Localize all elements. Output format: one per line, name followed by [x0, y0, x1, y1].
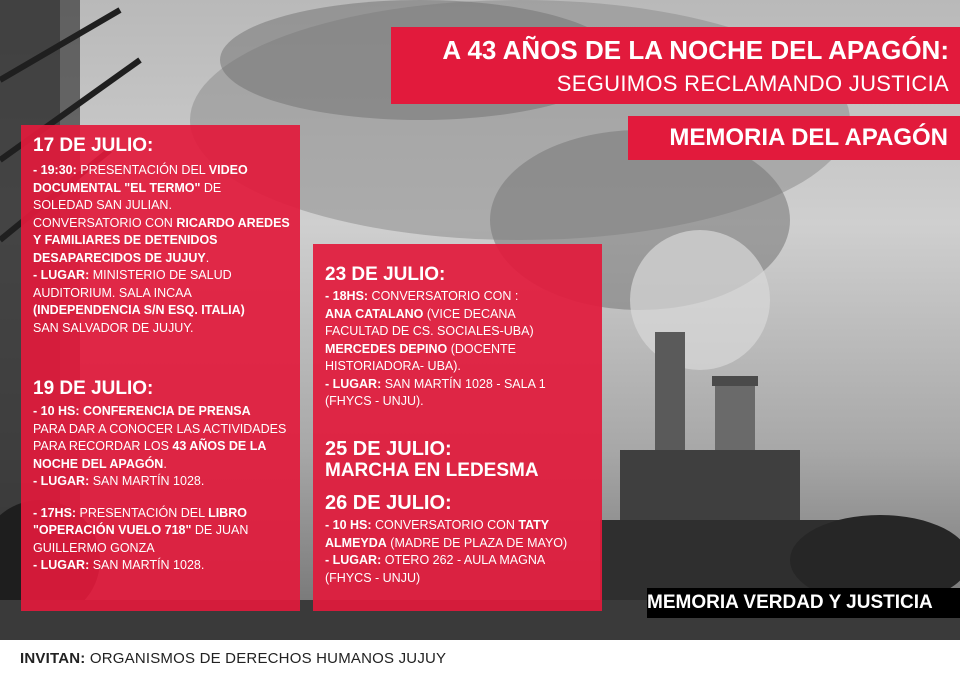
event-day-25	[325, 438, 595, 482]
event-line: SOLEDAD SAN JULIAN.	[33, 198, 172, 212]
event-line: - LUGAR: SAN MARTÍN 1028 - SALA 1	[325, 376, 546, 391]
event-line: AUDITORIUM. SALA INCAA	[33, 285, 192, 300]
title-line-2: SEGUIMOS RECLAMANDO JUSTICIA	[556, 71, 949, 96]
event-line: - 18HS: CONVERSATORIO CON :	[325, 289, 519, 303]
event-line: DOCUMENTAL "EL TERMO" DE	[33, 180, 222, 195]
event-line: - 19:30: PRESENTACIÓN DEL VIDEO	[33, 163, 248, 177]
event-line: PARA DAR A CONOCER LAS ACTIVIDADES	[33, 421, 287, 436]
event-line: - 10 HS: CONVERSATORIO CON TATY	[325, 518, 550, 532]
date-25-julio: 25 DE JULIO:	[325, 438, 452, 460]
title-banner	[391, 27, 960, 104]
event-line: GUILLERMO GONZA	[33, 540, 155, 555]
event-line: (FHYCS - UNJU)	[325, 570, 421, 585]
footer	[0, 640, 960, 678]
event-line: Y FAMILIARES DE DETENIDOS	[33, 233, 218, 247]
schedule-panel-middle	[313, 244, 602, 611]
event-line: HISTORIADORA- UBA).	[325, 359, 461, 373]
event-line: - 10 HS: CONFERENCIA DE PRENSA	[33, 404, 251, 418]
event-line: - 17HS: PRESENTACIÓN DEL LIBRO	[33, 505, 247, 520]
event-line: - LUGAR: MINISTERIO DE SALUD	[33, 268, 232, 282]
event-line: "OPERACIÓN VUELO 718" DE JUAN	[33, 523, 249, 537]
schedule-panel-left	[21, 125, 300, 611]
event-line: SAN SALVADOR DE JUJUY.	[33, 320, 194, 335]
event-line: (FHYCS - UNJU).	[325, 394, 424, 408]
event-day-26	[325, 492, 595, 587]
memoria-badge	[628, 116, 960, 160]
footer-label: INVITAN:	[20, 650, 86, 667]
event-line: ALMEYDA (MADRE DE PLAZA DE MAYO)	[325, 535, 568, 550]
event-day-17	[33, 135, 303, 337]
title-line-1: A 43 AÑOS DE LA NOCHE DEL APAGÓN:	[442, 35, 949, 65]
marcha-ledesma: MARCHA EN LEDESMA	[325, 460, 539, 481]
date-26-julio: 26 DE JULIO:	[325, 492, 452, 514]
event-line: (INDEPENDENCIA S/N ESQ. ITALIA)	[33, 303, 245, 317]
event-line: DESAPARECIDOS DE JUJUY.	[33, 250, 210, 265]
event-line: MERCEDES DEPINO (DOCENTE	[325, 341, 516, 356]
footer-text	[20, 650, 446, 667]
footer-organizations: ORGANISMOS DE DERECHOS HUMANOS JUJUY	[85, 650, 447, 667]
event-line: - LUGAR: SAN MARTÍN 1028.	[33, 558, 205, 572]
event-line: FACULTAD DE CS. SOCIALES-UBA)	[325, 324, 534, 338]
event-line: CONVERSATORIO CON RICARDO AREDES	[33, 215, 290, 230]
event-day-23	[325, 264, 595, 411]
memoria-badge-text: MEMORIA DEL APAGÓN	[669, 124, 948, 151]
event-line: NOCHE DEL APAGÓN.	[33, 456, 167, 471]
event-line: - LUGAR: OTERO 262 - AULA MAGNA	[325, 553, 546, 567]
slogan-text: MEMORIA VERDAD Y JUSTICIA	[647, 592, 933, 613]
date-19-julio: 19 DE JULIO:	[33, 378, 154, 399]
event-line: - LUGAR: SAN MARTÍN 1028.	[33, 474, 205, 488]
date-23-julio: 23 DE JULIO:	[325, 264, 446, 285]
slogan-banner	[647, 588, 960, 618]
date-17-julio: 17 DE JULIO:	[33, 135, 154, 156]
event-day-19	[33, 378, 303, 575]
event-line: ANA CATALANO (VICE DECANA	[325, 306, 516, 321]
event-line: PARA RECORDAR LOS 43 AÑOS DE LA	[33, 439, 267, 453]
